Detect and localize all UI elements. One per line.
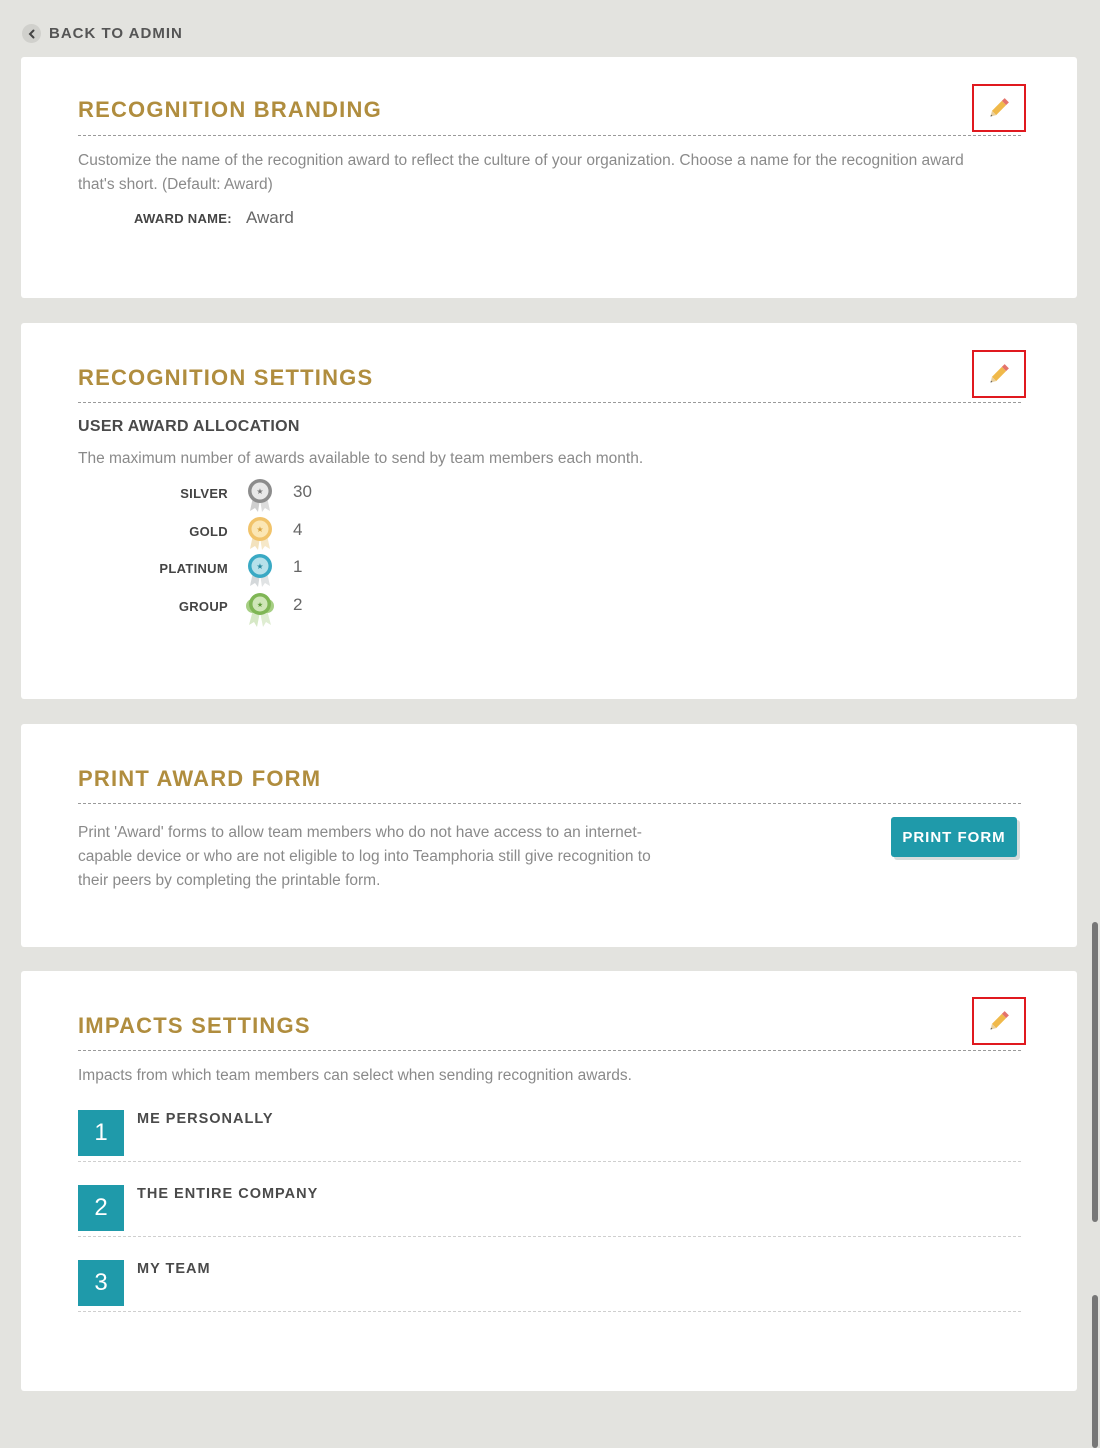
edit-settings-button[interactable] [972, 350, 1026, 398]
impact-label: MY TEAM [137, 1261, 211, 1277]
impacts-settings-card [21, 971, 1077, 1391]
impacts-description: Impacts from which team members can select when sending recognition awards. [78, 1067, 632, 1084]
pencil-icon [986, 361, 1012, 387]
back-to-admin-link[interactable] [22, 24, 183, 43]
print-description-line3: their peers by completing the printable form. [78, 872, 381, 889]
impact-item [78, 1260, 1021, 1335]
impacts-divider [78, 1050, 1021, 1051]
edit-branding-button[interactable] [972, 84, 1026, 132]
user-award-allocation-heading: USER AWARD ALLOCATION [78, 418, 300, 435]
print-description [78, 821, 651, 893]
award-label: GOLD [189, 524, 228, 539]
back-to-admin-label: BACK TO ADMIN [49, 25, 183, 42]
print-form-button[interactable]: PRINT FORM [891, 817, 1017, 857]
platinum-medal-icon [245, 552, 275, 592]
award-row-platinum [21, 554, 421, 584]
award-label: PLATINUM [159, 561, 228, 576]
award-row-group [21, 592, 421, 622]
impact-number-badge: 3 [78, 1260, 124, 1306]
branding-description-line1: Customize the name of the recognition award to reflect the culture of your organization. Choose a name for the recognition award [78, 152, 964, 169]
print-description-line1: Print 'Award' forms to allow team members who do not have access to an internet- [78, 824, 642, 841]
recognition-settings-card [21, 323, 1077, 699]
svg-text:★: ★ [256, 487, 264, 496]
print-description-line2: capable device or who are not eligible to log into Teamphoria still give recognition to [78, 848, 651, 865]
award-row-silver [21, 479, 421, 509]
print-award-form-title: PRINT AWARD FORM [78, 766, 322, 791]
branding-description-line2: that's short. (Default: Award) [78, 176, 273, 193]
impact-divider [78, 1161, 1021, 1162]
impact-label: THE ENTIRE COMPANY [137, 1186, 319, 1202]
impact-number-badge: 2 [78, 1185, 124, 1231]
impacts-settings-title: IMPACTS SETTINGS [78, 1013, 311, 1038]
svg-text:★: ★ [256, 601, 264, 609]
recognition-branding-title: RECOGNITION BRANDING [78, 97, 382, 122]
pencil-icon [986, 1008, 1012, 1034]
award-count: 4 [293, 520, 303, 539]
settings-description: The maximum number of awards available to send by team members each month. [78, 450, 644, 467]
settings-divider [78, 402, 1021, 403]
award-row-gold [21, 517, 421, 547]
print-award-form-card [21, 724, 1077, 947]
scrollbar-thumb[interactable] [1092, 922, 1098, 1222]
award-count: 30 [293, 482, 312, 501]
impact-number-badge: 1 [78, 1110, 124, 1156]
impact-item [78, 1185, 1021, 1260]
award-name-value: Award [246, 208, 294, 227]
impact-item [78, 1110, 1021, 1185]
gold-medal-icon [245, 515, 275, 555]
svg-text:★: ★ [256, 525, 264, 534]
recognition-branding-card [21, 57, 1077, 298]
pencil-icon [986, 95, 1012, 121]
impact-divider [78, 1236, 1021, 1237]
group-medal-icon [245, 590, 275, 630]
silver-medal-icon [245, 477, 275, 517]
edit-impacts-button[interactable] [972, 997, 1026, 1045]
print-divider [78, 803, 1021, 804]
scrollbar-thumb-lower[interactable] [1092, 1295, 1098, 1448]
award-label: GROUP [178, 599, 228, 614]
branding-description [78, 149, 964, 197]
award-count: 2 [293, 595, 303, 614]
chevron-left-icon [22, 24, 41, 43]
award-name-label: AWARD NAME: [134, 211, 232, 226]
award-count: 1 [293, 557, 303, 576]
award-label: SILVER [180, 486, 228, 501]
recognition-settings-title: RECOGNITION SETTINGS [78, 365, 374, 390]
svg-text:★: ★ [256, 562, 264, 571]
impact-divider [78, 1311, 1021, 1312]
branding-divider [78, 135, 1021, 136]
impact-label: ME PERSONALLY [137, 1111, 274, 1127]
